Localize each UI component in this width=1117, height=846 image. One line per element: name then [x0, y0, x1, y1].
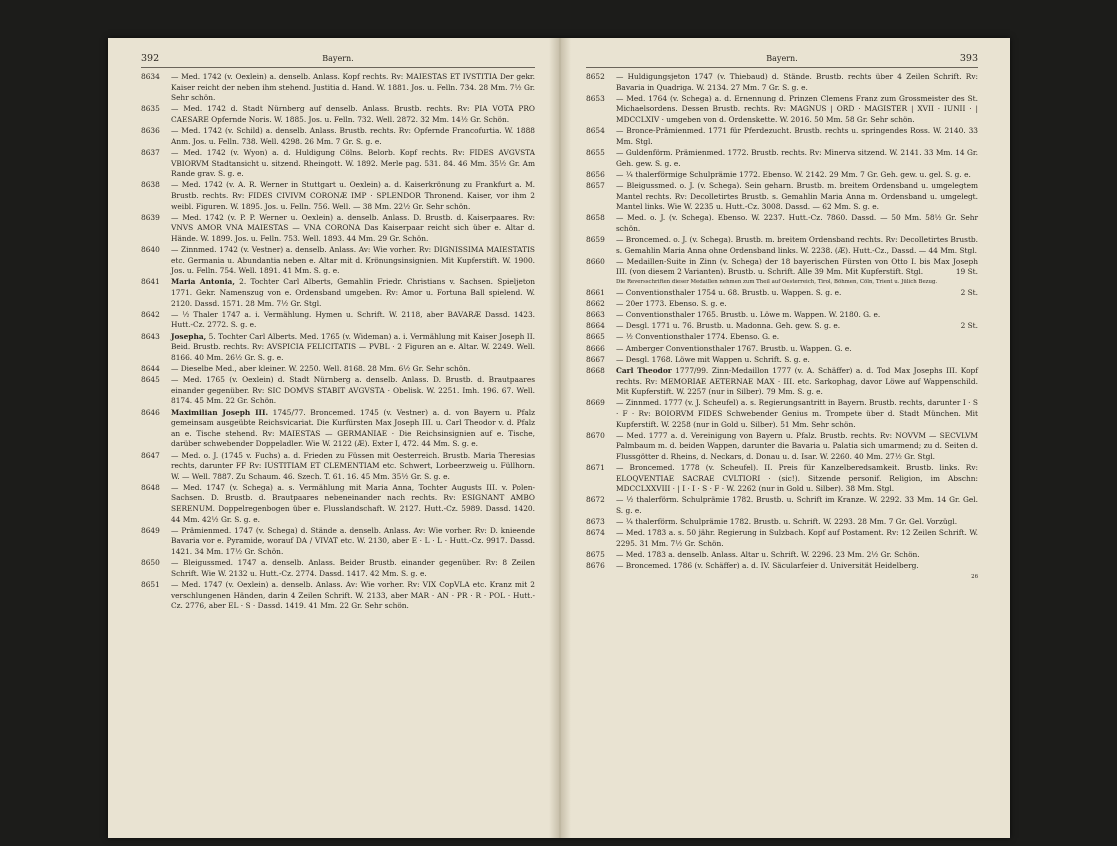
entry-text: — Med. o. J. (v. Schega). Ebenso. W. 2237. Hutt.-Cz. 7860. Dassd. — 50 Mm. 58½ Gr. Sehr schön.	[616, 213, 978, 233]
entry-text: — Med. 1747 (v. Schega) a. s. Vermählung mit Maria Anna, Tochter Augusts III. v. Polen-Sachsen. D. Brustb. d. Brautpaares nebeneinander nach rechts. Rv: ESIGNANT AMBO SERENUM. Doppelregenbogen über e. Flusslandschaft. W. 2127. Hutt.-Cz. 5989. Dassd. 1420. 44 Mm. 42½ Gr. S. g. e.	[171, 482, 535, 524]
entry-number: 8639	[141, 212, 160, 222]
catalog-entry	[586, 94, 978, 126]
entry-text: — Desgl. 1768. Löwe mit Wappen u. Schrift. S. g. e.	[616, 354, 810, 364]
catalog-entry	[586, 288, 978, 299]
entry-text: — Broncemed. o. J. (v. Schega). Brustb. m. breitem Ordensband rechts. Rv: Decolletirtes Brustb. s. Gemahlin Maria Anna ohne Ordensband links. W. 2238. (Æ). Hutt.-Cz., Dassd. — 44 Mm. Stgl.	[616, 235, 978, 255]
entry-number: 8671	[586, 463, 605, 473]
entry-number: 8645	[141, 375, 160, 385]
entry-number: 8654	[586, 126, 605, 136]
catalog-entry	[586, 213, 978, 234]
entry-heading-name: Carl Theodor	[616, 365, 672, 375]
entry-text: — Med. 1783 a. s. 50 jähr. Regierung in Sulzbach. Kopf auf Postament. Rv: 12 Zeilen Schrift. W. 2295. 31 Mm. 7½ Gr. Schön.	[616, 528, 978, 548]
catalog-entry	[141, 126, 535, 147]
entry-number: 8670	[586, 430, 605, 440]
entry-text: — Med. 1764 (v. Schega) a. d. Ernennung d. Prinzen Clemens Franz zum Grossmeister des St. Michaelsordens. Dessen Brustb. rechts. Rv: MAGNUS | ORD · MAGISTER | XVII · IUNII · | MDCCLXIV · umgeben von d. Ordenskette. W. 2016. 50 Mm. 58 Gr. Sehr schön.	[616, 93, 978, 124]
entry-number: 8672	[586, 495, 605, 505]
entry-number: 8634	[141, 72, 160, 81]
entry-text: — Bleigussmed. 1747 a. denselb. Anlass. Beider Brustb. einander gegenüber. Rv: 8 Zeilen Schrift. Wie W. 2132 u. Hutt.-Cz. 2774. Dassd. 1417. 42 Mm. S. g. e.	[171, 558, 535, 578]
entry-text: — ½ Thaler 1747 a. i. Vermählung. Hymen u. Schrift. W. 2118, aber BAVARÆ Dassd. 1423. Hutt.-Cz. 2772. S. g. e.	[171, 309, 535, 330]
entry-number: 8635	[141, 104, 160, 114]
entry-number: 8658	[586, 213, 605, 223]
catalog-entry	[586, 561, 978, 572]
catalog-entry	[586, 495, 978, 516]
catalog-entry	[586, 126, 978, 147]
entry-number: 8641	[141, 277, 160, 287]
catalog-entry	[586, 355, 978, 366]
catalog-entry	[141, 148, 535, 180]
entry-text: — 20er 1773. Ebenso. S. g. e.	[616, 298, 727, 308]
entry-piece-count: 2 St.	[960, 321, 978, 331]
entry-number: 8675	[586, 550, 605, 560]
catalog-entry	[141, 408, 535, 450]
signature-mark: 26	[971, 573, 978, 580]
right-page-number: 393	[959, 53, 978, 64]
entry-text: — Med. 1742 (v. Schild) a. denselb. Anlass. Brustb. rechts. Rv: Opfernde Francofurtia. W. 1888 Anm. Jos. u. Felln. 738. Well. 4298. 26 Mm. 7 Gr. S. g. e.	[171, 126, 535, 146]
left-running-title: Bayern.	[322, 54, 354, 63]
catalog-entry	[586, 235, 978, 256]
entry-heading-name: Maria Antonia,	[171, 277, 235, 287]
entry-text: — Broncemed. 1786 (v. Schäffer) a. d. IV. Säcularfeier d. Universität Heidelberg.	[616, 561, 919, 571]
entry-number: 8652	[586, 72, 605, 81]
entry-number: 8638	[141, 180, 160, 190]
catalog-entry	[141, 558, 535, 579]
entry-text: — ¼ thalerförmige Schulprämie 1772. Ebenso. W. 2142. 29 Mm. 7 Gr. Geh. gew. u. gel. S. g. e.	[616, 169, 971, 179]
catalog-entry	[141, 72, 535, 104]
entry-number: 8644	[141, 363, 160, 373]
entry-number: 8660	[586, 256, 605, 266]
catalog-entry	[141, 451, 535, 483]
catalog-entry	[141, 580, 535, 612]
catalog-entry	[141, 375, 535, 407]
entry-text: 1777/99. Zinn-Medaillon 1777 (v. A. Schäffer) a. d. Tod Max Josephs III. Kopf rechts. Rv: MEMORIAE AETERNAE MAX · III. etc. Sarkophag, davor Löwe auf Wappenschild. Mit Kupferstift. W. 2257 (nur in Silber). 79 Mm. S. g. e.	[616, 365, 978, 397]
entry-piece-count: 19 St.	[955, 267, 978, 277]
catalog-entry	[141, 245, 535, 277]
entry-text: — Medaillen-Suite in Zinn (v. Schega) der 18 bayerischen Fürsten von Otto I. bis Max Joseph III. (von diesem 2 Varianten). Brustb. u. Schrift. Alle 39 Mm. Mit Kupferstift. Stgl.	[616, 256, 978, 277]
entry-number: 8643	[141, 331, 160, 341]
catalog-entry	[586, 528, 978, 549]
entry-text: — Med. 1783 a. denselb. Anlass. Altar u. Schrift. W. 2296. 23 Mm. 2½ Gr. Schön.	[616, 550, 920, 560]
entry-footnote: Die Reversschriften dieser Medaillen nehmen zum Theil auf Oesterreich, Tirol, Böhmen, Cöln, Trient u. Jülich Bezug.	[616, 278, 938, 285]
entry-number: 8669	[586, 398, 605, 408]
entry-text: — Bleigussmed. o. J. (v. Schega). Sein geharn. Brustb. m. breitem Ordensband u. umgelegtem Mantel rechts. Rv: Decolletirtes Brustb. s. Gemahlin Maria Anna m. Ordensband u. umgelegt. Mantel links. Wie W. 2235 u. Hutt.-Cz. 3008. Dassd. — 62 Mm. S. g. e.	[616, 180, 978, 212]
left-page-number: 392	[141, 53, 160, 64]
left-entry-list	[141, 72, 535, 612]
catalog-entry	[141, 277, 535, 309]
entry-number: 8655	[586, 147, 605, 157]
right-page	[586, 52, 978, 581]
catalog-entry	[586, 310, 978, 321]
entry-text: — Med. o. J. (1745 v. Fuchs) a. d. Frieden zu Füssen mit Oesterreich. Brustb. Maria Theresias rechts, darunter FF Rv: IUSTITIAM ET CLEMENTIAM etc. Schwert, Lorbeerzweig u. Füllhorn. W. — Well. 7887. Zu Schaum. 46. Szech. T. 61. 16. 45 Mm. 35½ Gr. S. g. e.	[171, 450, 535, 481]
entry-heading-name: Maximilian Joseph III.	[171, 407, 269, 417]
entry-number: 8653	[586, 93, 605, 103]
entry-number: 8651	[141, 580, 160, 589]
catalog-entry	[586, 321, 978, 332]
entry-number: 8667	[586, 354, 605, 364]
left-page	[141, 52, 535, 612]
entry-text: — Med. 1742 d. Stadt Nürnberg auf denselb. Anlass. Brustb. rechts. Rv: PIA VOTA PRO CAESARE Opfernde Noris. W. 1885. Jos. u. Felln. 732. Well. 2872. 32 Mm. 14½ Gr. Schön.	[171, 104, 535, 124]
entry-number: 8665	[586, 332, 605, 342]
right-page-header	[586, 52, 978, 66]
entry-text: — Prämienmed. 1747 (v. Schega) d. Stände a. denselb. Anlass. Av: Wie vorher. Rv: D. knieende Bavaria vor e. Pyramide, worauf DA / VIVAT etc. W. 2130, aber E · L · L · Hutt.-Cz. 9917. Dassd. 1421. 34 Mm. 17½ Gr. Schön.	[171, 525, 535, 557]
entry-number: 8640	[141, 245, 160, 255]
entry-text: — Med. 1747 (v. Oexlein) a. denselb. Anlass. Av: Wie vorher. Rv: VIX CopVLA etc. Kranz mit 2 verschlungenen Händen, darin 4 Zeilen Schrift. W. 2133, aber MAR · AN · PR · R · POL · Hutt.-Cz. 2776, aber EL · S · Dassd. 1419. 41 Mm. 22 Gr. Sehr schön.	[171, 580, 535, 611]
entry-number: 8666	[586, 343, 605, 353]
entry-number: 8662	[586, 298, 605, 308]
entry-number: 8636	[141, 126, 160, 136]
entry-number: 8661	[586, 287, 605, 297]
catalog-entry	[586, 398, 978, 430]
entry-number: 8649	[141, 525, 160, 535]
right-header-rule	[586, 67, 978, 68]
entry-text: — Med. 1765 (v. Oexlein) d. Stadt Nürnberg a. denselb. Anlass. D. Brustb. d. Brautpaares einander gegenüber. Rv: SIC DOMVS STABIT AVGVSTA · Obelisk. W. 2251. Imh. 196. 67. Well. 8174. 45 Mm. 22 Gr. Schön.	[171, 375, 535, 406]
entry-number: 8674	[586, 528, 605, 538]
entry-number: 8664	[586, 321, 605, 331]
catalog-entry	[586, 463, 978, 495]
catalog-entry	[586, 344, 978, 355]
entry-number: 8663	[586, 310, 605, 319]
entry-text: — Desgl. 1771 u. 76. Brustb. u. Madonna. Geh. gew. S. g. e.	[616, 321, 841, 331]
entry-number: 8642	[141, 309, 160, 319]
right-entry-list	[586, 72, 978, 572]
entry-text: — Med. 1777 a. d. Vereinigung von Bayern u. Pfalz. Brustb. rechts. Rv: NOVVM — SECVLVM Palmbaum m. d. beiden Wappen, darunter die Bavaria u. Palatia sich umarmend; zu d. Seiten d. Flussgötter d. Rheins, d. Neckars, d. Donau u. d. Isar. W. 2260. 40 Mm. 27½ Gr. Stgl.	[616, 430, 978, 461]
catalog-entry	[141, 364, 535, 375]
entry-number: 8647	[141, 450, 160, 460]
entry-text: 5. Tochter Carl Alberts. Med. 1765 (v. Wideman) a. i. Vermählung mit Kaiser Joseph II. Beid. Brustb. rechts. Rv: AVSPICIA FELICITATIS — PVBL · 2 Figuren an e. Altar. W. 2249. Well. 8166. 40 Mm. 26½ Gr. S. g. e.	[171, 331, 535, 362]
entry-number: 8676	[586, 561, 605, 571]
entry-number: 8657	[586, 180, 605, 190]
entry-piece-count: 2 St.	[960, 287, 978, 297]
catalog-entry	[586, 148, 978, 169]
entry-text: — Dieselbe Med., aber kleiner. W. 2250. Well. 8168. 28 Mm. 6½ Gr. Sehr schön.	[171, 363, 471, 373]
entry-text: — Med. 1742 (v. Oexlein) a. denselb. Anlass. Kopf rechts. Rv: MAIESTAS ET IVSTITIA Der gekr. Kaiser reicht der neben ihm stehend. Justitia d. Hand. W. 1881. Jos. u. Felln. 734. 28 Mm. 7½ Gr. Sehr schön.	[171, 72, 535, 103]
entry-text: — ½ thalerförm. Schulprämie 1782. Brustb. u. Schrift im Kranze. W. 2292. 33 Mm. 14 Gr. Gel. S. g. e.	[616, 495, 978, 516]
entry-number: 8656	[586, 169, 605, 179]
book-spread	[108, 38, 1010, 838]
catalog-entry	[586, 72, 978, 93]
catalog-entry	[141, 526, 535, 558]
catalog-entry	[586, 517, 978, 528]
entry-text: — Guldenförm. Prämienmed. 1772. Brustb. rechts. Rv: Minerva sitzend. W. 2141. 33 Mm. 14 Gr. Geh. gew. S. g. e.	[616, 147, 978, 168]
entry-text: — Broncemed. 1778 (v. Scheufel). II. Preis für Kanzelberedsamkeit. Brustb. links. Rv: ELOQVENTIAE SACRAE CVLTIORI · (sic!). Sitzende personif. Religion, im Abschn: MDCCLXXVIII · | I · I · S · F · W. 2262 (nur in Gold u. Silber). 38 Mm. Stgl.	[616, 463, 978, 494]
entry-text: — Med. 1742 (v. Wyon) a. d. Huldigung Cölns. Belorb. Kopf rechts. Rv: FIDES AVGVSTA VBIORVM Stadtansicht u. sitzend. Rheingott. W. 1892. Merle pag. 531. 84. 46 Mm. 35½ Gr. Am Rande grav. S. g. e.	[171, 147, 535, 179]
catalog-entry	[141, 310, 535, 331]
entry-text: — Med. 1742 (v. P. P. Werner u. Oexlein) a. denselb. Anlass. D. Brustb. d. Kaiserpaares. Rv: VNVS AMOR VNA MAIESTAS — VNA CORONA Das Kaiserpaar reicht sich über e. Altar d. Hände. W. 1899. Jos. u. Felln. 753. Well. 1893. 44 Mm. 29 Gr. Schön.	[171, 212, 535, 243]
entry-text: — Med. 1742 (v. A. R. Werner in Stuttgart u. Oexlein) a. d. Kaiserkrönung zu Frankfurt a. M. Brustb. rechts. Rv: FIDES CIVIVM CORONÆ IMP · SPLENDOR Thronend. Kaiser, vor ihm 2 weibl. Figuren. W. 1895. Jos. u. Felln. 756. Well. — 38 Mm. 22½ Gr. Sehr schön.	[171, 180, 535, 211]
catalog-entry	[586, 550, 978, 561]
entry-number: 8648	[141, 482, 160, 492]
entry-text: — Amberger Conventionsthaler 1767. Brustb. u. Wappen. G. e.	[616, 343, 852, 353]
entry-number: 8668	[586, 365, 605, 375]
catalog-entry	[586, 332, 978, 343]
left-header-rule	[141, 67, 535, 68]
entry-text: — ½ Conventionsthaler 1774. Ebenso. G. e.	[616, 332, 780, 342]
entry-heading-name: Josepha,	[171, 331, 207, 341]
entry-number: 8646	[141, 407, 160, 417]
catalog-entry	[141, 180, 535, 212]
entry-number: 8673	[586, 517, 605, 527]
catalog-entry	[141, 213, 535, 245]
entry-text: — Conventionsthaler 1754 u. 68. Brustb. u. Wappen. S. g. e.	[616, 287, 842, 297]
entry-number: 8659	[586, 235, 605, 245]
entry-text: — Huldigungsjeton 1747 (v. Thiebaud) d. Stände. Brustb. rechts über 4 Zeilen Schrift. Rv: Bavaria in Quadriga. W. 2134. 27 Mm. 7 Gr. S. g. e.	[616, 72, 978, 92]
entry-text: 1745/77. Broncemed. 1745 (v. Vestner) a. d. von Bayern u. Pfalz gemeinsam ausgeübte Reichsvicariat. Die Kurfürsten Max Joseph III. u. Carl Theodor v. d. Pfalz an e. Tische stehend. Rv: MAIESTAS — GERMANIAE · Die Reichsinsignien auf e. Tische, darüber schwebender Doppeladler. Wie W. 2122 (Æ). Exter I, 472. 44 Mm. S. g. e.	[171, 407, 535, 449]
catalog-entry	[141, 332, 535, 364]
entry-text: 2. Tochter Carl Alberts, Gemahlin Friedr. Christians v. Sachsen. Spieljeton 1771. Gekr. Namenszug von e. Ordensband umgeben. Rv: Amor u. Fortuna Ball spielend. W. 2120. Dassd. 1571. 28 Mm. 7½ Gr. Stgl.	[171, 277, 535, 308]
catalog-entry	[586, 299, 978, 310]
entry-text: — ¼ thalerförm. Schulprämie 1782. Brustb. u. Schrift. W. 2293. 28 Mm. 7 Gr. Gel. Vorzügl.	[616, 517, 958, 527]
entry-number: 8637	[141, 147, 160, 157]
catalog-entry	[141, 483, 535, 525]
left-page-header	[141, 52, 535, 66]
catalog-entry	[586, 366, 978, 398]
entry-text: — Bronce-Prämienmed. 1771 für Pferdezucht. Brustb. rechts u. springendes Ross. W. 2140. 33 Mm. Stgl.	[616, 126, 978, 146]
entry-text: — Zinnmed. 1742 (v. Vestner) a. denselb. Anlass. Av: Wie vorher. Rv: DIGNISSIMA MAIESTATIS etc. Germania u. Abundantia neben e. Altar mit d. Krönungsinsignien. Mit Kupferstift. W. 1900. Jos. u. Felln. 754. Well. 1891. 41 Mm. S. g. e.	[171, 245, 535, 276]
entry-text: — Conventionsthaler 1765. Brustb. u. Löwe m. Wappen. W. 2180. G. e.	[616, 310, 881, 319]
catalog-entry	[586, 431, 978, 463]
entry-number: 8650	[141, 558, 160, 568]
catalog-entry	[586, 181, 978, 213]
catalog-entry	[586, 170, 978, 181]
book-gutter	[549, 38, 571, 838]
right-running-title: Bayern.	[766, 54, 798, 63]
entry-text: — Zinnmed. 1777 (v. J. Scheufel) a. s. Regierungsantritt in Bayern. Brustb. rechts, darunter I · S · F · Rv: BOIORVM FIDES Schwebender Genius m. Trompete über d. Stadt München. Mit Kupferstift. W. 2258 (nur in Gold u. Silber). 51 Mm. Sehr schön.	[616, 398, 978, 429]
catalog-entry	[141, 104, 535, 125]
catalog-entry	[586, 257, 978, 278]
